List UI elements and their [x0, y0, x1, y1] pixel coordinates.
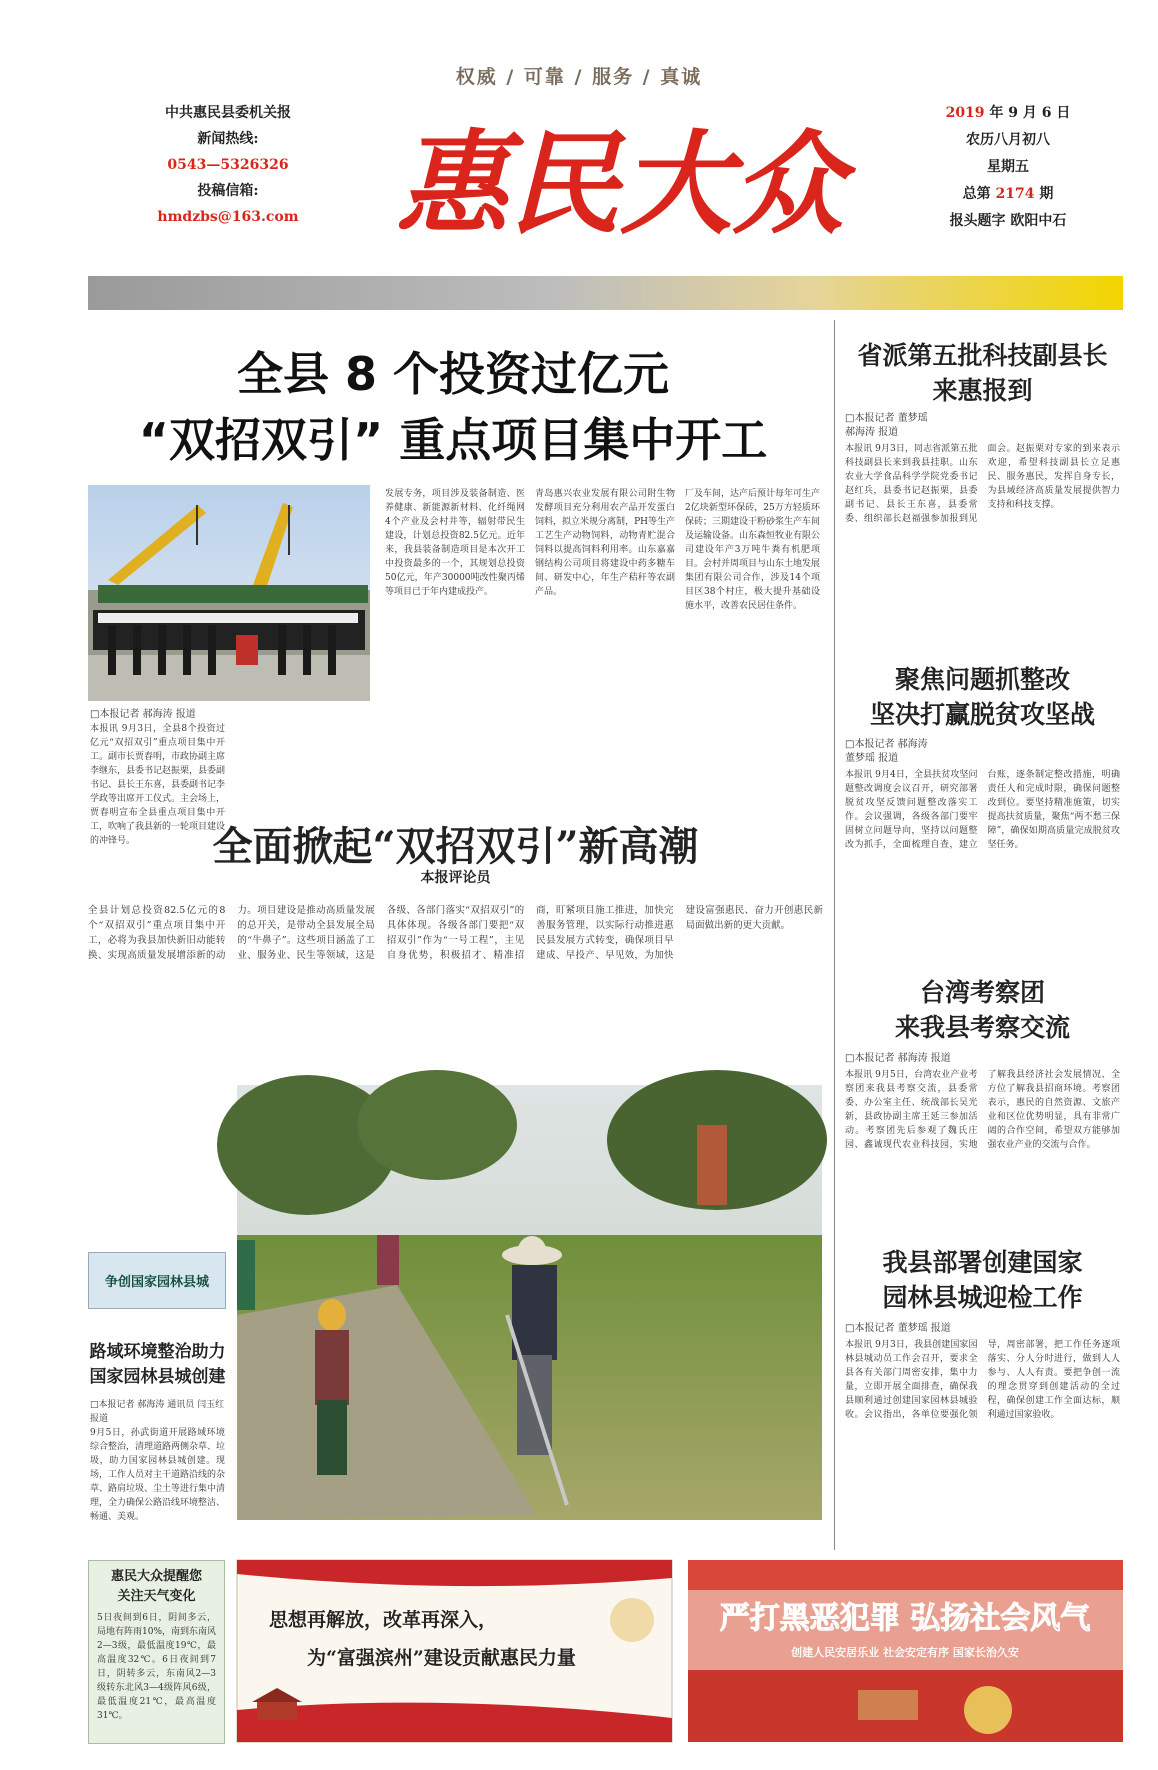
anti-crime-banner-subtitle: 创建人民安居乐业 社会安定有序 国家长治久安 [791, 1646, 1019, 1659]
side4-text: 本报讯 9月3日，我县创建国家园林县城动员工作会召开，要求全县各有关部门周密安排，集中力量，立即开展全面排查，确保我县顺利通过创建国家园林县城验收。会议指出，各单位要强化领导，周密部署，把工作任务逐项落实、分人分时进行，做到人人参与、人人有责。要把争创一流的理念贯穿到创建活动的全过程，确保创建工作全面达标，顺利通过国家验收。 [845, 1340, 1120, 1420]
reform-banner-line-2: 为“富强滨州”建设贡献惠民力量 [307, 1647, 576, 1669]
side2-headline [845, 662, 1120, 732]
anti-crime-banner-title: 严打黑恶犯罪 弘扬社会风气 [719, 1601, 1091, 1636]
side1-headline-2: 来惠报到 [932, 376, 1033, 405]
date-line [918, 100, 1098, 127]
anti-crime-banner [688, 1560, 1123, 1742]
slogan: 权威 / 可靠 / 服务 / 真诚 [455, 66, 703, 88]
side2-byline-1: □本报记者 郝海涛 [845, 739, 928, 750]
side3-byline: □本报记者 郝海涛 报道 [845, 1053, 951, 1064]
side1-byline [845, 412, 970, 440]
masthead-left-info [138, 100, 318, 230]
side2-headline-2: 坚决打赢脱贫攻坚战 [869, 700, 1095, 729]
editorial-text: 全县计划总投资82.5亿元的8个“双招双引”重点项目集中开工，必将为我县加快新旧动能转换、实现高质量发展增添新的动力。项目建设是推动高质量发展的总开关，是带动全县发展全局的“牛鼻子”。这些项目涵盖了工业、服务业、民生等领域，这是各级、各部门落实“双招双引”的具体体现。各级各部门要把“双招双引”作为“一号工程”，主见自身优势，积极招才、精准招商，盯紧项目施工推进，加快完善服务管理，以实际行动推进惠民县发展方式转变，确保项目早建成、早投产、早见效，为加快建设富强惠民、奋力开创惠民新局面做出新的更大贡献。 [88, 905, 823, 961]
email-label: 投稿信箱: [197, 183, 259, 199]
side1-byline-2: 郝海涛 报道 [845, 427, 899, 438]
side4-headline [845, 1245, 1120, 1315]
lead-col-1: 本报讯 9月3日，全县8个投资过亿元“双招双引”重点项目集中开工。副市长贾春明，市政协副主席李继东，县委书记赵振栗，县委副书记、县长王东喜，县委副书记李学政等出席开工仪式。主会场上，贾春明宣布全县重点项目集中开工，吹响了我县新的一轮项目建设的冲锋号。 [90, 724, 226, 846]
lead-byline: □本报记者 郝海涛 报道 [90, 709, 196, 720]
lunar-date: 农历八月初八 [966, 132, 1050, 148]
reform-banner-line-1: 思想再解放，改革再深入， [269, 1609, 498, 1631]
side2-byline-2: 董梦瑶 报道 [845, 753, 899, 764]
side2-byline [845, 738, 970, 766]
date-rest: 年 9 月 6 日 [984, 105, 1071, 121]
side2-text: 本报讯 9月4日，全县扶贫攻坚问题整改调度会议召开，研究部署脱贫攻坚反馈问题整改落实工作。会议强调，各级各部门要牢固树立问题导向，坚持以问题整改为抓手，全面梳理自查，建立台账，逐条制定整改措施，明确责任人和完成时限，确保问题整改到位。要坚持精准施策，切实提高扶贫质量，聚焦“两不愁三保障”，确保如期高质量完成脱贫攻坚任务。 [845, 770, 1120, 850]
weather-title-1: 惠民大众提醒您 [110, 1569, 202, 1584]
photo-story-headline-1: 路域环境整治助力 [89, 1342, 226, 1362]
side3-headline-1: 台湾考察团 [919, 978, 1045, 1007]
org-name: 中共惠民县委机关报 [165, 105, 291, 121]
weekday: 星期五 [987, 159, 1029, 175]
side3-headline-2: 来我县考察交流 [894, 1013, 1070, 1042]
editorial-byline: 本报评论员 [420, 870, 491, 886]
side4-headline-1: 我县部署创建国家 [882, 1248, 1083, 1277]
hotline-label: 新闻热线: [197, 131, 259, 147]
side4-byline: □本报记者 董梦瑶 报道 [845, 1323, 951, 1334]
photo-story-text: 9月5日，孙武街道开展路域环境综合整治，清理道路两侧杂草、垃圾，助力国家园林县城创建。现场，工作人员对主干道路沿线的杂草、路肩垃圾、尘土等进行集中清理，全力确保公路沿线环境整洁、畅通、美观。 [90, 1428, 226, 1522]
garden-city-badge-text: 争创国家园林县城 [104, 1275, 209, 1290]
photo-story-headline-2: 国家园林县城创建 [89, 1367, 226, 1387]
issue-num: 2174 [995, 186, 1035, 202]
weather-text: 5日夜间到6日，阴间多云，局地有阵雨10%，南到东南风2—3级，最低温度19℃，最高温度32℃。6日夜间到7日，阴转多云，东南风2—3级转东北风3—4级阵风6级，最低温度21℃，最高温度31℃。 [97, 1613, 217, 1721]
masthead-title: 惠民大众 [396, 119, 844, 250]
side1-byline-1: □本报记者 董梦瑶 [845, 413, 928, 424]
photo-story-byline: □本报记者 郝海涛 通讯员 闫玉红 报道 [90, 1400, 225, 1424]
side4-headline-2: 园林县城迎检工作 [882, 1283, 1083, 1312]
lead-headline-2: “双招双引” 重点项目集中开工 [138, 413, 768, 467]
side3-text: 本报讯 9月5日，台湾农业产业考察团来我县考察交流，县委常委、办公室主任、统战部长吴光新，县政协副主席王延三参加活动。考察团先后参观了魏氏庄园、鑫诚现代农业科技园，实地了解我县经济社会发展情况、全方位了解我县招商环境。考察团表示，惠民的自然资源、文旅产业和区位优势明显，具有非常广阔的合作空间，希望双方能够加强农业产业的交流与合作。 [845, 1070, 1120, 1150]
side1-text: 本报讯 9月3日，同志省派第五批科技副县长来到我县挂职。山东农业大学食品科学学院党委书记赵红兵，县委书记赵振栗，县委副书记、县长王东喜，县委常委、组织部长赵福强参加报到见面会。赵振栗对专家的到来表示欢迎，希望科技副县长立足惠民、服务惠民，发挥自身专长，为县域经济高质量发展提供智力支持和科技支撑。 [845, 444, 1120, 524]
calligraphy-credit: 报头题字 欧阳中石 [949, 213, 1067, 229]
lead-col-3: 青岛惠兴农业发展有限公司附生物发酵项目充分利用农产品开发蛋白饲料，拟立米规分离制，PH等生产工艺生产动物饲料，动物青贮混合饲料以提高饲料利用率。山东嘉嘉钢结构公司项目将建设中药多糖车间、研发中心，年生产秸秆等农副产品。 [535, 489, 675, 597]
ceremony-photo [88, 485, 370, 701]
column-divider [834, 320, 835, 1550]
side2-headline-1: 聚焦问题抓整改 [894, 665, 1070, 694]
hotline-number: 0543—5326326 [167, 157, 289, 173]
email-address: hmdzbs@163.com [157, 209, 299, 225]
issue-number [918, 181, 1098, 208]
header-color-bar [88, 276, 1123, 310]
editorial-headline: 全面掀起“双招双引”新高潮 [212, 823, 699, 870]
masthead-logo [395, 108, 845, 258]
lead-col-2: 发展专务，项目涉及装备制造、医养健康、新能源新材料、化纤绳网4个产业及会村井等，辐射带民生建设，计划总投资82.5亿元。近年来，我县装备制造项目是本次开工中投资最多的一个，其规划总投资50亿元，年产30000吨改性聚丙烯等项目已于年内建成投产。 [385, 489, 525, 597]
field-cleanup-photo [237, 1085, 822, 1520]
issue-prefix: 总第 [962, 186, 996, 202]
date-year: 2019 [945, 105, 985, 121]
garden-city-badge [88, 1252, 226, 1309]
weather-title-2: 关注天气变化 [117, 1589, 196, 1604]
lead-col-4: 厂及车间，达产后预计每年可生产2亿块新型环保砖，25万方轻质环保砖；三期建设干粉砂浆生产车间及运输设备。山东森恒牧业有限公司建设年产3万吨牛粪有机肥项目。会村并周项目与山东土地发展集团有限公司合作，涉及14个项目区38个村庄，极大提升基础设施水平，改善农民居住条件。 [685, 489, 821, 611]
weather-box [88, 1560, 225, 1744]
side3-headline [845, 975, 1120, 1045]
lead-headline-1: 全县 8 个投资过亿元 [236, 347, 670, 401]
reform-banner [237, 1560, 672, 1742]
weather-title [89, 1567, 224, 1607]
masthead-right-info [918, 100, 1098, 235]
photo-story-headline [85, 1340, 230, 1390]
side1-headline [845, 338, 1120, 408]
issue-suffix: 期 [1034, 186, 1054, 202]
side1-headline-1: 省派第五批科技副县长 [857, 341, 1108, 370]
